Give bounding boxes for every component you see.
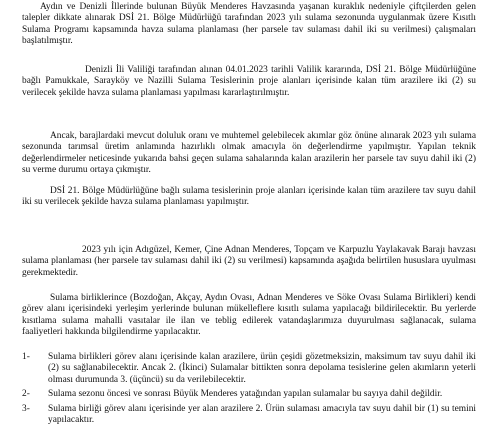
list-item-number: 2- xyxy=(22,389,30,400)
paragraph-denizli-decision: Denizli İli Valiliği tarafından alınan 04.01.2023 tarihli Valilik kararında, DSİ 21. Bölge Müdürlüğüne bağlı Pamukkale, Sarayköy ve Nazilli Sulama Tesislerinin proje alanları içerisinde kalan tüm arazilere iki (2) su verilecek şekilde havza sulama planlaması yapılması kararlaştırılmıştır. xyxy=(22,65,476,98)
paragraph-evaluation: Ancak, barajlardaki mevcut doluluk oranı ve muhtemel gelebilecek akımlar göz önüne alınarak 2023 yılı sulama sezonunda tarımsal üretim anlamında hazırlıklı olmak amacıyla ön değerlendirme yapılmıştır. Yapılan teknik değerlendirmeler neticesinde yukarıda bahsi geçen sulama sahalarında kalan arazilerin her parsele tav suyu dahil iki (2) su verme durumu ortaya çıkmıştır. xyxy=(22,131,476,176)
list-item-text: Sulama birliği görev alanı içerisinde yer alan arazilere 2. Ürün sulaması amacıyla tav suyu dahil bir (1) su temini yapılacaktır. xyxy=(48,403,476,426)
paragraph-planning-done: DSİ 21. Bölge Müdürlüğüne bağlı sulama tesislerinin proje alanları içerisinde kalan tüm arazilere tav suyu dahil iki su verilecek şekilde havza sulama planlaması yapılmıştır. xyxy=(22,186,476,208)
paragraph-intro: Aydın ve Denizli İllerinde bulunan Büyük Menderes Havzasında yaşanan kuraklık nedeniyle çiftçilerden gelen talepler dikkate alınarak DSİ 21. Bölge Müdürlüğü tarafından 2023 yılı sulama sezonunda uygulanmak üzere Kısıtlı Sulama Programı kapsamında havza sulama planlaması (her parsele tav sulaması dahil iki su verilmesi) çalışmaları başlatılmıştır. xyxy=(22,2,476,47)
list-item-text: Sulama birlikleri görev alanı içerisinde kalan arazilere, ürün çeşidi gözetmeksizin, maksimum tav suyu dahil iki (2) su sağlanabilecektir. Ancak 2. (İkinci) Sulamalar bittikten sonra depolama tesislerine gelen akımların yeterli olması durumunda 3. (üçüncü) su da verilebilecektir. xyxy=(48,352,476,385)
list-item xyxy=(22,352,476,386)
list-item xyxy=(22,389,476,400)
list-item-text: Sulama sezonu öncesi ve sonrası Büyük Menderes yatağından yapılan sulamalar bu sayıya dahil değildir. xyxy=(48,389,443,400)
rules-list xyxy=(22,352,476,429)
list-item xyxy=(22,404,476,427)
list-item-number: 3- xyxy=(22,403,30,414)
paragraph-2023-rules: 2023 yılı için Adıgüzel, Kemer, Çine Adnan Menderes, Topçam ve Karpuzlu Yaylakavak Barajı havzası sulama planlaması (her parsele tav sulaması dahil iki (2) su verilmesi) kapsamında aşağıda belirtilen hususlara uyulması gerekmektedir. xyxy=(22,245,476,278)
list-item-number: 1- xyxy=(22,352,30,362)
paragraph-irrigation-unions: Sulama birliklerince (Bozdoğan, Akçay, Aydın Ovası, Adnan Menderes ve Söke Ovası Sulama Birlikleri) kendi görev alanı içerisindeki yerleşim yerlerinde bulunan mükelleflere kısıtlı sulama yapılacağı bildirilecektir. Bu yerlerde kısıtlama sulama mahalli vasıtalar ile ilan ve teblig edilerek vatandaşlarımıza duyurulması sağlanacak, sulama faaliyetleri hakkında bilgilendirme yapılacaktır. xyxy=(22,293,476,338)
